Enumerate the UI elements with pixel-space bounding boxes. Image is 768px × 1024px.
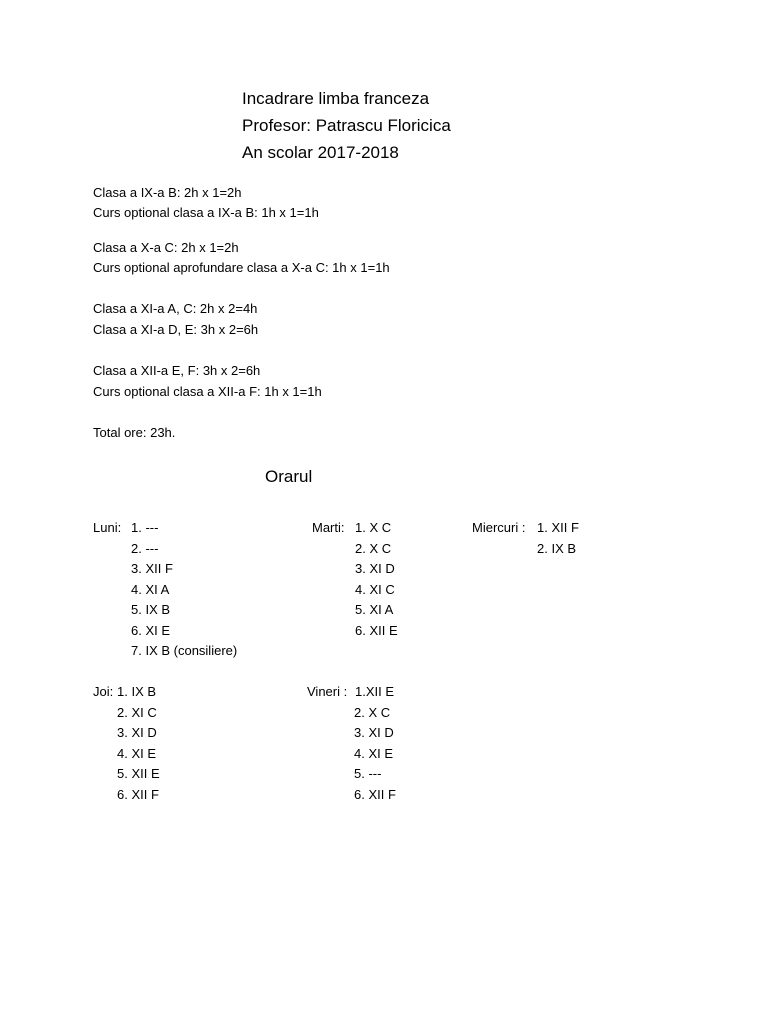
schedule-item: 2. X C <box>355 541 392 556</box>
schedule-item: 6. XII F <box>354 787 396 802</box>
schedule-item: 7. IX B (consiliere) <box>131 643 238 658</box>
allocation-line: Curs optional clasa a IX-a B: 1h x 1=1h <box>93 205 319 220</box>
schedule-item: 3. XI D <box>355 561 395 576</box>
schedule-item: 2. X C <box>354 705 391 720</box>
schedule-item: 4. XI E <box>354 746 394 761</box>
schedule-item: 4. XI A <box>131 582 170 597</box>
day-label-vineri: Vineri : <box>307 684 348 699</box>
allocation-line: Clasa a XII-a E, F: 3h x 2=6h <box>93 363 261 378</box>
schedule-item: 4. XI C <box>355 582 395 597</box>
schedule-item: 1. --- <box>131 520 159 535</box>
allocation-line: Clasa a IX-a B: 2h x 1=2h <box>93 185 242 200</box>
schedule-item: 5. XI A <box>355 602 394 617</box>
schedule-item: 5. --- <box>354 766 382 781</box>
allocation-line: Curs optional aprofundare clasa a X-a C: 1h x 1=1h <box>93 260 390 275</box>
schedule-item: 1. XII F <box>537 520 579 535</box>
schedule-item: 1.XII E <box>355 684 395 699</box>
day-label-luni: Luni: <box>93 520 122 535</box>
allocation-line: Curs optional clasa a XII-a F: 1h x 1=1h <box>93 384 322 399</box>
schedule-item: 6. XII F <box>117 787 159 802</box>
schedule-item: 3. XI D <box>354 725 394 740</box>
schedule-item: 1. X C <box>355 520 392 535</box>
allocation-line: Clasa a XI-a A, C: 2h x 2=4h <box>93 301 258 316</box>
teacher-name: Profesor: Patrascu Floricica <box>242 116 451 135</box>
schedule-item: 2. IX B <box>537 541 577 556</box>
total-hours: Total ore: 23h. <box>93 425 176 440</box>
schedule-item: 1. IX B <box>117 684 157 699</box>
document-title: Incadrare limba franceza <box>242 89 430 108</box>
day-label-joi: Joi: <box>93 684 114 699</box>
schedule-item: 3. XII F <box>131 561 173 576</box>
schedule-item: 2. XI C <box>117 705 157 720</box>
schedule-item: 5. IX B <box>131 602 171 617</box>
schedule-item: 3. XI D <box>117 725 157 740</box>
schedule-item: 6. XII E <box>355 623 398 638</box>
schedule-item: 4. XI E <box>117 746 157 761</box>
allocation-line: Clasa a XI-a D, E: 3h x 2=6h <box>93 322 259 337</box>
schedule-title: Orarul <box>265 467 313 486</box>
day-label-marti: Marti: <box>312 520 345 535</box>
day-label-miercuri: Miercuri : <box>472 520 526 535</box>
schedule-item: 5. XII E <box>117 766 160 781</box>
schedule-item: 2. --- <box>131 541 159 556</box>
allocation-line: Clasa a X-a C: 2h x 1=2h <box>93 240 239 255</box>
schedule-item: 6. XI E <box>131 623 171 638</box>
school-year: An scolar 2017-2018 <box>242 143 399 162</box>
